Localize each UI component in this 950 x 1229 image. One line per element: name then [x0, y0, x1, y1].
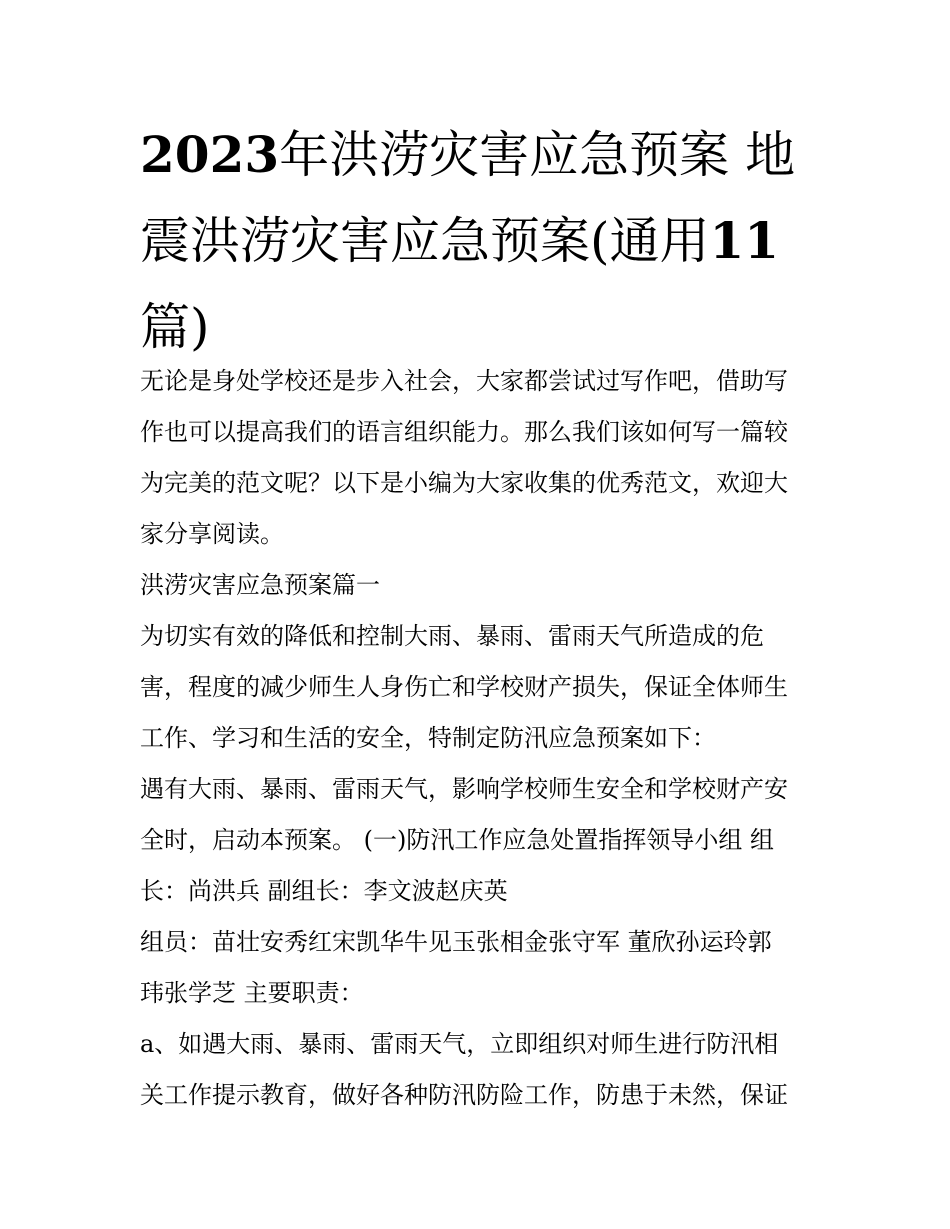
purpose-paragraph — [140, 611, 820, 764]
text-line: 玮张学芝 主要职责： — [140, 979, 364, 1007]
document-body — [140, 356, 820, 1121]
title-year: 2023 — [140, 125, 280, 184]
text-line: 无论是身处学校还是步入社会，大家都尝试过写作吧，借助写 — [140, 367, 788, 395]
text-line: 为完美的范文呢？以下是小编为大家收集的优秀范文，欢迎大 — [140, 469, 788, 497]
title-suffix: 篇) — [140, 298, 210, 356]
text-line: 洪涝灾害应急预案篇一 — [140, 571, 380, 599]
text-line: a、如遇大雨、暴雨、雷雨天气，立即组织对师生进行防汛相 — [140, 1030, 779, 1058]
text-line: 遇有大雨、暴雨、雷雨天气，影响学校师生安全和学校财产安 — [140, 775, 788, 803]
text-line: 为切实有效的降低和控制大雨、暴雨、雷雨天气所造成的危 — [140, 622, 764, 650]
activation-paragraph — [140, 764, 820, 917]
text-line: 工作、学习和生活的安全，特制定防汛应急预案如下： — [140, 724, 716, 752]
text-line: 害，程度的减少师生人身伤亡和学校财产损失，保证全体师生 — [140, 673, 788, 701]
text-line: 全时，启动本预案。 (一)防汛工作应急处置指挥领导小组 组 — [140, 826, 774, 854]
members-paragraph — [140, 917, 820, 1019]
title-text: 年洪涝灾害应急预案 地震洪涝灾害应急预案(通用 — [140, 126, 796, 270]
section-heading — [140, 560, 820, 611]
text-line: 作也可以提高我们的语言组织能力。那么我们该如何写一篇较 — [140, 418, 788, 446]
title-count: 11 — [709, 211, 780, 270]
text-line: 长：尚洪兵 副组长：李文波赵庆英 — [140, 877, 508, 905]
text-line: 家分享阅读。 — [140, 520, 284, 548]
intro-paragraph — [140, 356, 820, 560]
text-line: 组员：苗壮安秀红宋凯华牛见玉张相金张守军 董欣孙运玲郭 — [140, 928, 772, 956]
duties-paragraph — [140, 1019, 820, 1121]
document-title — [140, 112, 800, 370]
text-line: 关工作提示教育，做好各种防汛防险工作，防患于未然，保证 — [140, 1081, 788, 1109]
